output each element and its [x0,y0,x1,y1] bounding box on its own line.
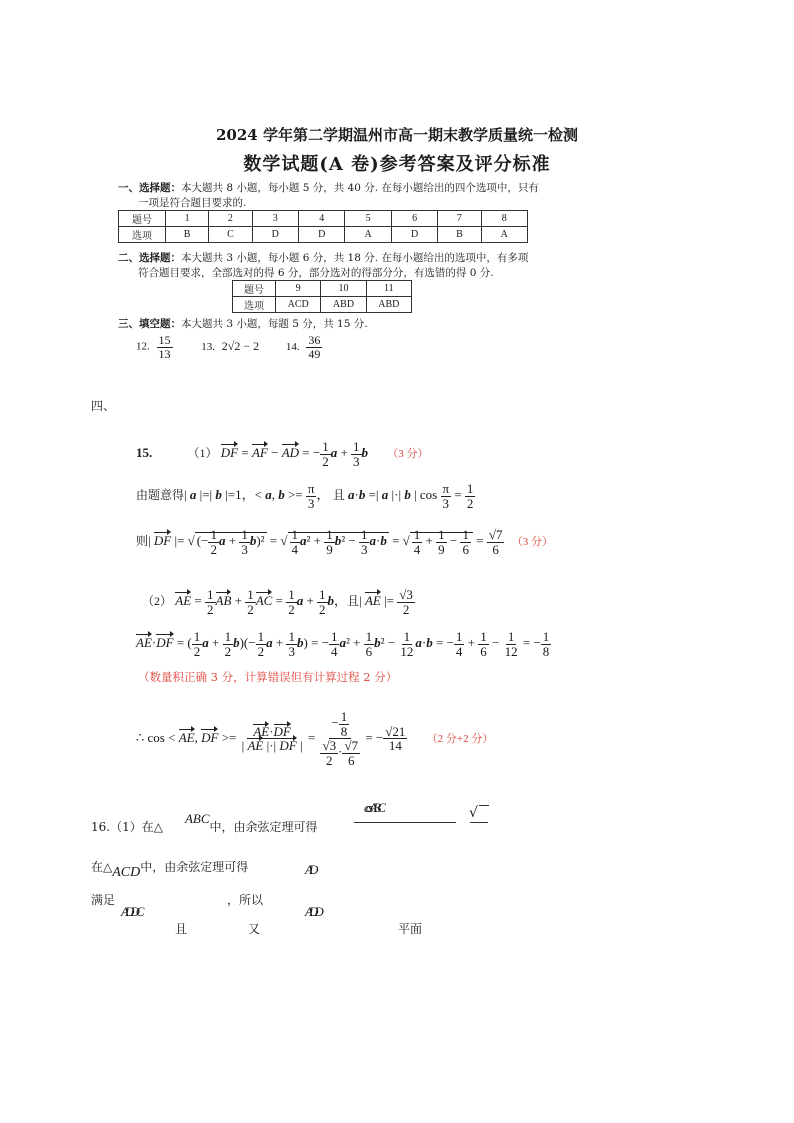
q15-ae-mag: | AE |= $\frac{√3}{2}$ [359,587,413,617]
table-row [233,281,412,297]
fill-blank-answers [136,334,322,360]
section1-answer-table [118,210,528,243]
q16-garbled-formula: cosABC [364,800,382,815]
q15-given-eq: | a |=| b |=1，< a, b >= $\frac{\pi}{3}$ ， [184,481,330,511]
section2-text-line2: 符合题目要求，全部选对的得 6 分，部分选对的得部分分，有选错的得 0 分. [138,267,494,279]
table-row [119,227,528,243]
row-header-answer: 选项 [233,297,276,313]
page-subtitle: 数学试题(A 卷)参考答案及评分标准 [243,154,551,175]
table-cell: B [438,227,481,243]
table-cell: D [298,227,344,243]
q16-garbled-add: ADD [305,904,320,919]
q14-fraction [306,334,322,360]
q16-sqrt-bar [479,805,489,806]
q15-score3: （2 分+2 分） [426,732,494,745]
table-cell: A [481,227,527,243]
q16-line2 [91,858,249,880]
q16-line1 [91,811,318,835]
section2-intro [118,250,528,265]
q13-label: 13. [201,340,215,353]
table-cell: D [391,227,437,243]
q14-numerator: 36 [308,333,321,347]
table-cell: C [209,227,252,243]
q15-and-word: 且 [332,488,345,503]
section3-intro [118,316,368,331]
q14-label: 14. [285,340,300,353]
q16-line1-prefix: 16.（1）在△ [91,820,163,834]
q15-part2-label: （2） [142,594,173,609]
section3-text: 本大题共 3 小题，每题 5 分，共 15 分. [181,318,368,330]
q16-line3-prefix: 满足 [91,893,116,907]
table-cell: 10 [321,281,366,297]
table-cell: 2 [209,211,252,227]
table-cell: B [166,227,209,243]
section3-label: 三、填空题： [118,318,181,330]
q15-therefore: ∴ [136,729,145,745]
q16-garbled-addc: ADDC [121,904,141,919]
q16-line4-qie: 且 [175,922,188,936]
row-header-number: 题号 [233,281,276,297]
section1-text-line1: 本大题共 8 小题，每小题 5 分，共 40 分. 在每小题给出的四个选项中，只有 [181,182,539,194]
q15-score1: （3 分） [387,448,429,461]
table-cell: 6 [391,211,437,227]
q13-value: 2√2 − 2 [221,338,260,353]
row-header-number: 题号 [119,211,166,227]
q15-qie: 且 [347,594,360,609]
q15-dot-eq: a·b =| a |·| b | cos $\frac{\pi}{3}$ = $\frac{1}{2}$ [347,481,474,511]
q16-line1-mid: 中，由余弦定理可得 [209,820,318,834]
table-cell: 3 [252,211,298,227]
table-cell: 1 [166,211,209,227]
q16-line2-mid: 中，由余弦定理可得 [140,860,249,874]
q16-tri-abc: ABC [184,811,210,826]
section1-intro [118,180,539,195]
section2-label: 二、选择题： [118,252,181,264]
q15-line4 [142,588,415,616]
page-title: 2024 学年第二学期温州市高一期末教学质量统一检测 [216,126,578,144]
q14-denominator: 49 [308,346,321,361]
q16-fraction-bar-2 [470,822,488,823]
section1-label: 一、选择题： [118,182,181,194]
q15-cos-eq: cos < AE, DF >= $\frac{AE\cdot DF}{| AE |\cdot| DF |}$ = − $\frac{1}{8}$ $\frac{√3}{2}$ · $\frac{√7}{6}$ = − $\frac{√21}{14}$ [147,709,406,768]
table-cell: 5 [345,211,391,227]
table-cell: 7 [438,211,481,227]
table-cell: ABD [321,297,366,313]
table-cell: ABD [366,297,411,313]
table-cell: 9 [276,281,321,297]
q15-line2 [136,482,475,510]
q16-fraction-bar [354,822,456,823]
q12-fraction [157,334,173,360]
table-cell: A [345,227,391,243]
q16-line4-you: 又 [248,922,261,936]
q15-line6 [136,710,493,768]
q16-tri-acd: ACD [112,865,141,880]
q16-sqrt-symbol: √ [469,805,478,821]
q15-label: 15. [136,445,153,461]
table-row [233,297,412,313]
row-header-answer: 选项 [119,227,166,243]
q15-line1 [136,440,429,468]
q12-label: 12. [136,340,150,353]
table-cell: 8 [481,211,527,227]
q16-line2-prefix: 在△ [91,860,113,874]
q15-grading-note: （数量积正确 3 分，计算错误但有计算过程 2 分） [138,670,398,684]
q15-given-prefix: 由题意得 [136,488,185,503]
section1-text-line2: 一项是符合题目要求的. [138,197,247,209]
table-cell: ACD [276,297,321,313]
q16-garbled-ad: AD [305,862,315,877]
q12-denominator: 13 [158,346,171,361]
q15-line5 [136,630,551,658]
section2-answer-table [232,280,412,313]
section2-text-line1: 本大题共 3 小题，每小题 6 分，共 18 分. 在每小题给出的选项中，有多项 [181,252,529,264]
q15-score2: （3 分） [511,536,553,549]
q15-eq1: DF = AF − AD = − $\frac{1}{2}$ a + $\frac{1}{3}$ b [220,439,369,469]
table-cell: 11 [366,281,411,297]
q15-part1-label: （1） [187,446,218,461]
q15-then-word: 则 [136,534,149,549]
q12-numerator: 15 [158,333,171,347]
q15-line3 [136,528,553,556]
q15-magnitude-eq: | DF |= √ (− $\frac{1}{2}$ a + $\frac{1}{3}$ b)² = √ $\frac{1}{4}$ a² + $\frac{1}{9}$ b² − $\frac{1}{3}$ a·b = √ $\frac{1}{4}$ + $\frac{1}{9}$ − $\frac{1}{6}$ = $\frac{√7}{6}$ [148,527,503,557]
table-cell: D [252,227,298,243]
section4-label: 四、 [91,399,116,413]
table-cell: 4 [298,211,344,227]
q16-line3 [91,891,263,908]
q16-line3-mid: ，所以 [227,893,264,907]
q16-line4-plane: 平面 [398,922,423,936]
q15-ae-eq: AE = $\frac{1}{2}$ AB + $\frac{1}{2}$ AC = $\frac{1}{2}$ a + $\frac{1}{2}$ b， [175,587,348,617]
table-row [119,211,528,227]
q15-dot-product-eq: AE·DF = ( $\frac{1}{2}$ a + $\frac{1}{2}$ b)(− $\frac{1}{2}$ a + $\frac{1}{3}$ b) = − $\frac{1}{4}$ a² + $\frac{1}{6}$ b² − $\frac{1}{12}$ a·b = − $\frac{1}{4}$ + $\frac{1}{6}$ − $\frac{1}{12}$ = − $\frac{1}{8}$ [136,629,550,659]
